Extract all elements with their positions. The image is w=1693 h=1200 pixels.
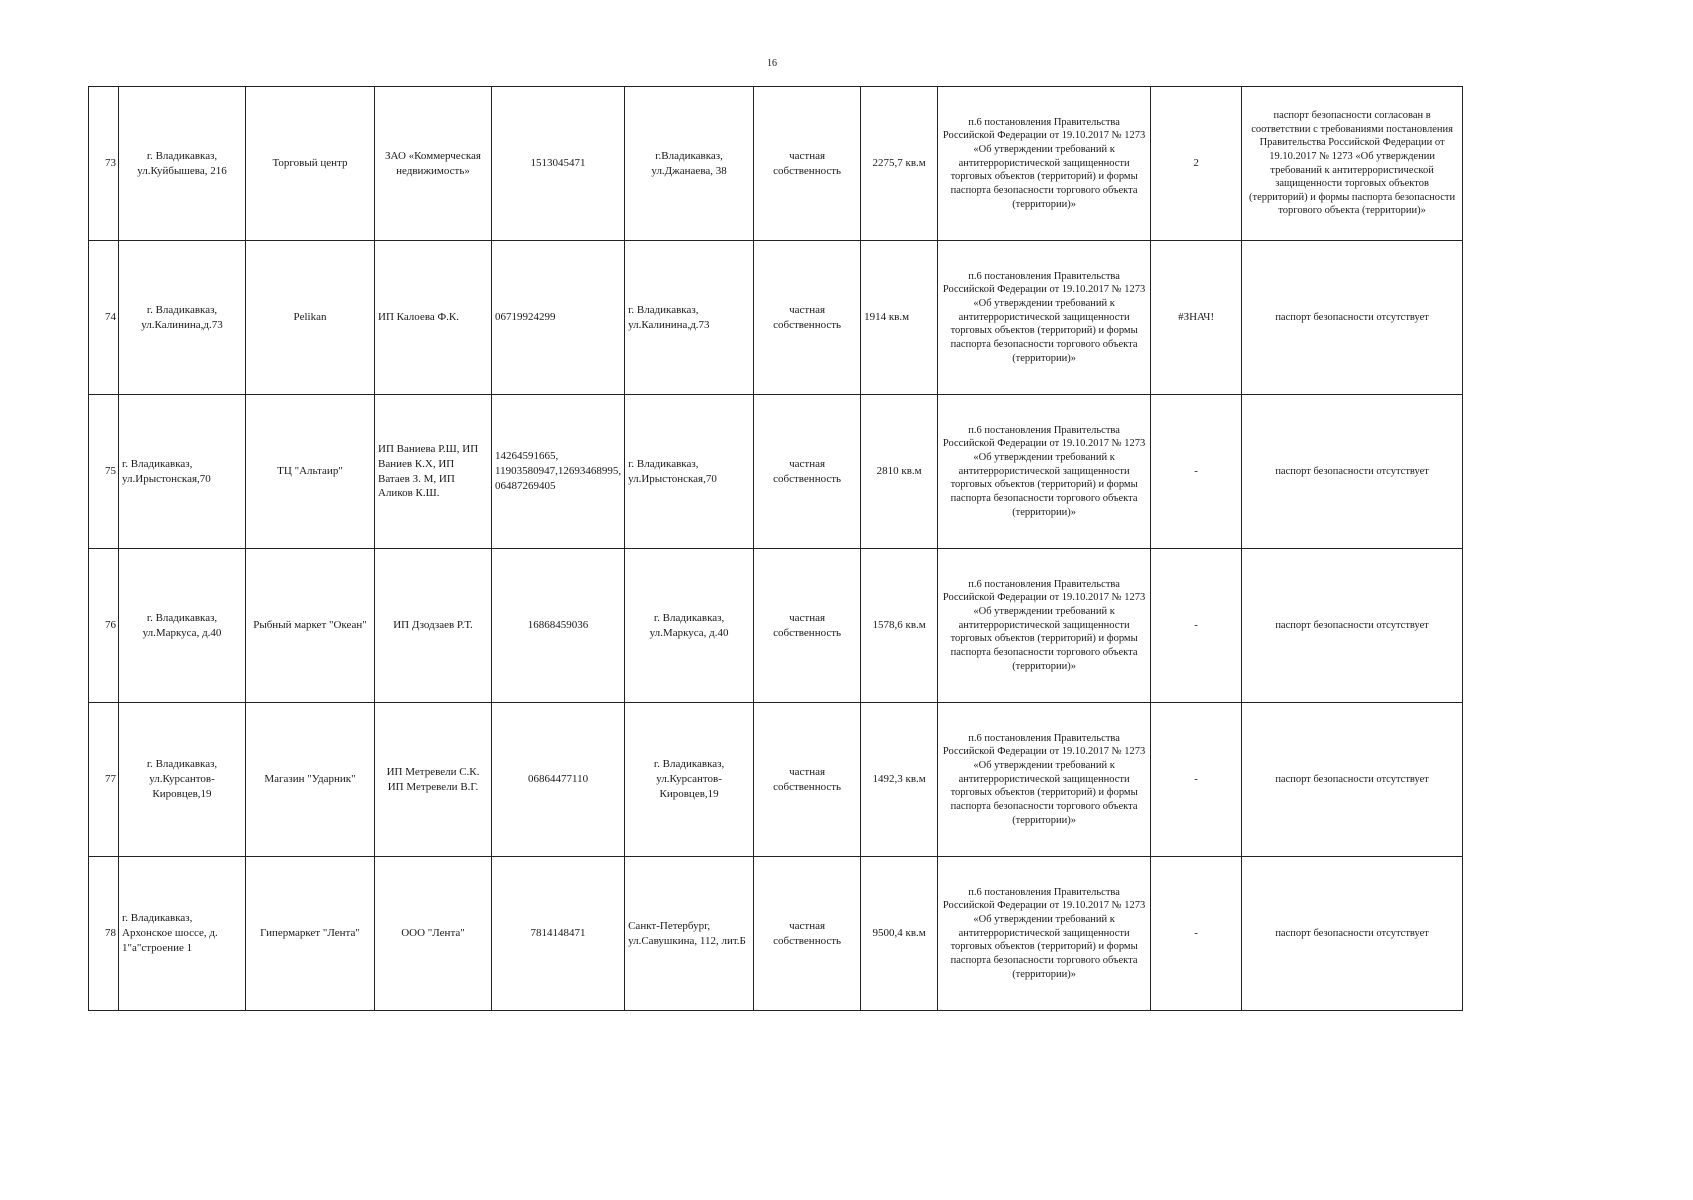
object-area: 9500,4 кв.м bbox=[861, 857, 938, 1011]
security-passport-status: паспорт безопасности согласован в соответствии с требованиями постановления Правительства Российской Федерации от 19.10.2017 № 1273 «Об утверждении требований к антитеррористической защищенности торговых объектов (территорий) и формы паспорта безопасности торгового объекта (территории)» bbox=[1242, 87, 1463, 241]
owner-name: ООО "Лента" bbox=[375, 857, 492, 1011]
row-number: 74 bbox=[89, 241, 119, 395]
row-number: 76 bbox=[89, 549, 119, 703]
owner-inn: 16868459036 bbox=[492, 549, 625, 703]
owner-address: г. Владикавказ, ул.Ирыстонская,70 bbox=[625, 395, 754, 549]
legal-basis: п.6 постановления Правительства Российской Федерации от 19.10.2017 № 1273 «Об утверждении требований к антитеррористической защищенности торговых объектов (территорий) и формы паспорта безопасности торгового объекта (территории)» bbox=[938, 703, 1151, 857]
object-area: 1578,6 кв.м bbox=[861, 549, 938, 703]
table-row bbox=[89, 703, 1463, 857]
danger-category: - bbox=[1151, 857, 1242, 1011]
row-number: 77 bbox=[89, 703, 119, 857]
danger-category: - bbox=[1151, 395, 1242, 549]
object-area: 2810 кв.м bbox=[861, 395, 938, 549]
object-address: г. Владикавказ, Архонское шоссе, д. 1"а"строение 1 bbox=[119, 857, 246, 1011]
owner-name: ЗАО «Коммерческая недвижимость» bbox=[375, 87, 492, 241]
owner-name: ИП Ваниева Р.Ш, ИП Ваниев К.Х, ИП Ватаев З. М, ИП Аликов К.Ш. bbox=[375, 395, 492, 549]
legal-basis: п.6 постановления Правительства Российской Федерации от 19.10.2017 № 1273 «Об утверждении требований к антитеррористической защищенности торговых объектов (территорий) и формы паспорта безопасности торгового объекта (территории)» bbox=[938, 395, 1151, 549]
table-row bbox=[89, 241, 1463, 395]
object-name: Рыбный маркет "Океан" bbox=[246, 549, 375, 703]
legal-basis: п.6 постановления Правительства Российской Федерации от 19.10.2017 № 1273 «Об утверждении требований к антитеррористической защищенности торговых объектов (территорий) и формы паспорта безопасности торгового объекта (территории)» bbox=[938, 87, 1151, 241]
table-row bbox=[89, 857, 1463, 1011]
legal-basis: п.6 постановления Правительства Российской Федерации от 19.10.2017 № 1273 «Об утверждении требований к антитеррористической защищенности торговых объектов (территорий) и формы паспорта безопасности торгового объекта (территории)» bbox=[938, 549, 1151, 703]
owner-inn: 14264591665, 11903580947,12693468995, 06487269405 bbox=[492, 395, 625, 549]
owner-address: Санкт-Петербург, ул.Савушкина, 112, лит.Б bbox=[625, 857, 754, 1011]
owner-inn: 06719924299 bbox=[492, 241, 625, 395]
page-number: 16 bbox=[767, 58, 777, 69]
security-passport-status: паспорт безопасности отсутствует bbox=[1242, 857, 1463, 1011]
legal-basis: п.6 постановления Правительства Российской Федерации от 19.10.2017 № 1273 «Об утверждении требований к антитеррористической защищенности торговых объектов (территорий) и формы паспорта безопасности торгового объекта (территории)» bbox=[938, 857, 1151, 1011]
property-form: частная собственность bbox=[754, 87, 861, 241]
owner-name: ИП Калоева Ф.К. bbox=[375, 241, 492, 395]
row-number: 78 bbox=[89, 857, 119, 1011]
table-row bbox=[89, 549, 1463, 703]
legal-basis: п.6 постановления Правительства Российской Федерации от 19.10.2017 № 1273 «Об утверждении требований к антитеррористической защищенности торговых объектов (территорий) и формы паспорта безопасности торгового объекта (территории)» bbox=[938, 241, 1151, 395]
owner-inn: 06864477110 bbox=[492, 703, 625, 857]
owner-address: г. Владикавказ, ул.Маркуса, д.40 bbox=[625, 549, 754, 703]
object-address: г. Владикавказ, ул.Калинина,д.73 bbox=[119, 241, 246, 395]
security-passport-status: паспорт безопасности отсутствует bbox=[1242, 549, 1463, 703]
object-address: г. Владикавказ, ул.Маркуса, д.40 bbox=[119, 549, 246, 703]
object-name: Гипермаркет "Лента" bbox=[246, 857, 375, 1011]
object-name: Pelikan bbox=[246, 241, 375, 395]
property-form: частная собственность bbox=[754, 549, 861, 703]
property-form: частная собственность bbox=[754, 857, 861, 1011]
owner-name: ИП Метревели С.К. ИП Метревели В.Г. bbox=[375, 703, 492, 857]
owner-address: г.Владикавказ, ул.Джанаева, 38 bbox=[625, 87, 754, 241]
owner-address: г. Владикавказ, ул.Курсантов-Кировцев,19 bbox=[625, 703, 754, 857]
security-passport-status: паспорт безопасности отсутствует bbox=[1242, 703, 1463, 857]
row-number: 73 bbox=[89, 87, 119, 241]
object-area: 1492,3 кв.м bbox=[861, 703, 938, 857]
danger-category: - bbox=[1151, 703, 1242, 857]
object-name: Магазин "Ударник" bbox=[246, 703, 375, 857]
owner-address: г. Владикавказ, ул.Калинина,д.73 bbox=[625, 241, 754, 395]
danger-category: 2 bbox=[1151, 87, 1242, 241]
security-passport-status: паспорт безопасности отсутствует bbox=[1242, 395, 1463, 549]
table-row bbox=[89, 87, 1463, 241]
object-address: г. Владикавказ, ул.Ирыстонская,70 bbox=[119, 395, 246, 549]
property-form: частная собственность bbox=[754, 241, 861, 395]
property-form: частная собственность bbox=[754, 703, 861, 857]
object-address: г. Владикавказ, ул.Куйбышева, 216 bbox=[119, 87, 246, 241]
object-area: 2275,7 кв.м bbox=[861, 87, 938, 241]
object-name: ТЦ "Альтаир" bbox=[246, 395, 375, 549]
object-name: Торговый центр bbox=[246, 87, 375, 241]
object-area: 1914 кв.м bbox=[861, 241, 938, 395]
owner-inn: 7814148471 bbox=[492, 857, 625, 1011]
security-passport-status: паспорт безопасности отсутствует bbox=[1242, 241, 1463, 395]
object-address: г. Владикавказ, ул.Курсантов-Кировцев,19 bbox=[119, 703, 246, 857]
trade-objects-table bbox=[88, 86, 1463, 1011]
row-number: 75 bbox=[89, 395, 119, 549]
property-form: частная собственность bbox=[754, 395, 861, 549]
table-row bbox=[89, 395, 1463, 549]
danger-category: #ЗНАЧ! bbox=[1151, 241, 1242, 395]
owner-name: ИП Дзодзаев Р.Т. bbox=[375, 549, 492, 703]
danger-category: - bbox=[1151, 549, 1242, 703]
owner-inn: 1513045471 bbox=[492, 87, 625, 241]
